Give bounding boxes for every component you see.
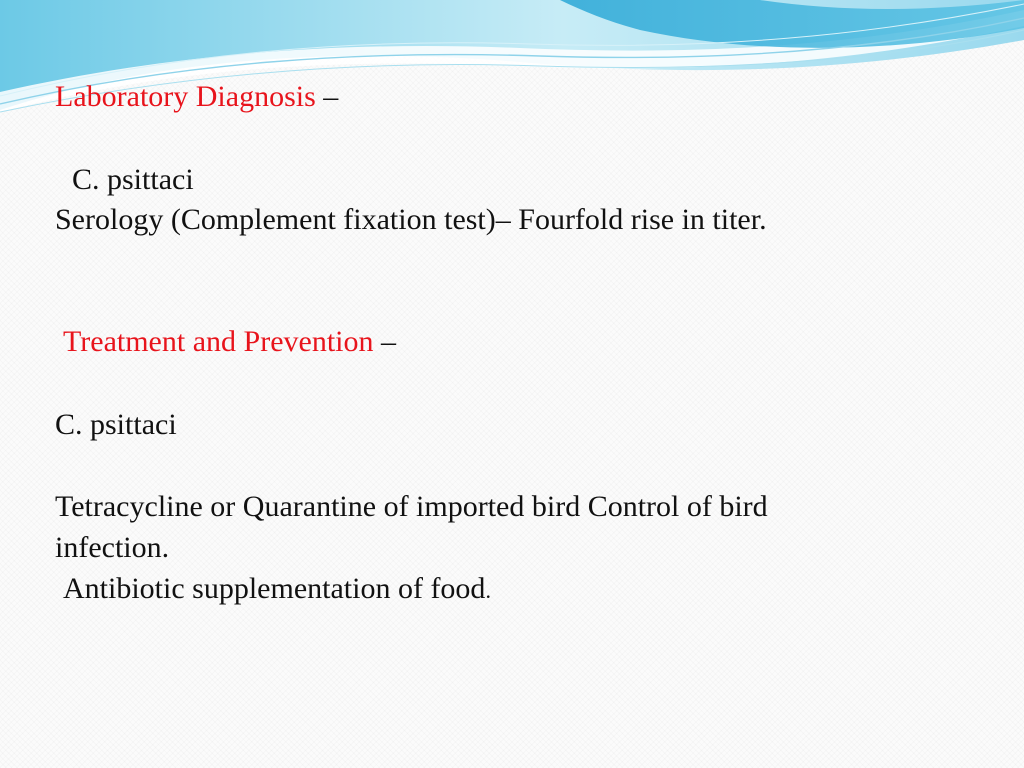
treatment-line-3: Antibiotic supplementation of food — [63, 572, 486, 605]
treatment-heading-line — [63, 325, 396, 359]
treatment-dash: – — [373, 325, 397, 358]
treatment-organism: C. psittaci — [55, 408, 177, 441]
treatment-line-3-wrap — [63, 572, 491, 608]
lab-diagnosis-heading-line — [55, 80, 338, 114]
serology-line: Serology (Complement fixation test)– Fourfold rise in titer. — [55, 203, 767, 236]
treatment-line-2: infection. — [55, 531, 170, 564]
treatment-line-1: Tetracycline or Quarantine of imported bird Control of bird — [55, 490, 768, 523]
treatment-line-3-period: . — [485, 578, 491, 603]
treatment-heading: Treatment and Prevention — [63, 325, 374, 358]
lab-diagnosis-dash: – — [315, 80, 339, 113]
lab-diagnosis-heading: Laboratory Diagnosis — [55, 80, 316, 113]
lab-diagnosis-organism: C. psittaci — [72, 163, 194, 196]
